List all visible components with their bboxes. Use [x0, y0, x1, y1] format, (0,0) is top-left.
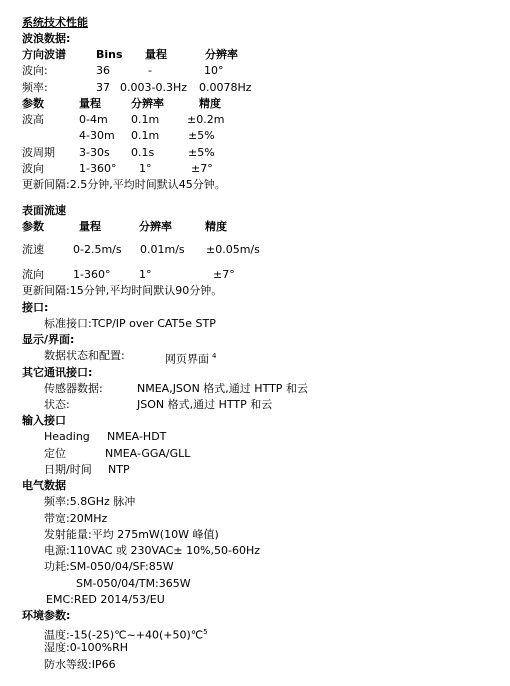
wave-r1-c2: 36 — [96, 64, 110, 77]
wave-r5-c1: 波周期 — [22, 146, 55, 159]
current-r1-c2: 0-2.5m/s — [73, 243, 122, 256]
current-r1-c4: ±0.05m/s — [206, 243, 260, 256]
current-h-c3: 分辨率 — [139, 220, 172, 233]
env-temperature — [44, 625, 208, 643]
display-value — [165, 349, 216, 367]
env-footnote: 5 — [203, 628, 208, 636]
env-heading: 环境参数: — [22, 609, 71, 622]
wave-h1-c2: Bins — [96, 48, 123, 61]
wave-h2-c3: 分辨率 — [131, 97, 164, 110]
current-h-c2: 量程 — [79, 220, 101, 233]
wave-r6-c4: ±7° — [191, 162, 213, 175]
wave-r1-c4: 10° — [204, 64, 224, 77]
electrical-consumption-1: 功耗:SM-050/04/SF:85W — [44, 560, 174, 573]
wave-h2-c1: 参数 — [22, 97, 44, 110]
wave-r2-c2: 37 — [96, 81, 110, 94]
current-h-c4: 精度 — [205, 220, 227, 233]
wave-h2-c4: 精度 — [199, 97, 221, 110]
wave-r2-c4: 0.0078Hz — [199, 81, 252, 94]
other-r1-label: 传感器数据: — [44, 382, 103, 395]
display-footnote: 4 — [212, 352, 217, 360]
wave-h1-c1: 方向波谱 — [22, 48, 66, 61]
electrical-frequency: 频率:5.8GHz 脉冲 — [44, 495, 136, 508]
current-r1-c1: 流速 — [22, 243, 44, 256]
input-r2-value: NMEA-GGA/GLL — [105, 447, 191, 460]
other-r2-label: 状态: — [44, 398, 70, 411]
wave-r4-c3: 0.1m — [131, 129, 160, 142]
current-r2-c1: 流向 — [22, 268, 44, 281]
wave-r3-c3: 0.1m — [131, 113, 160, 126]
wave-r6-c1: 波向 — [22, 162, 44, 175]
other-r1-value: NMEA,JSON 格式,通过 HTTP 和云 — [137, 382, 308, 395]
current-r1-c3: 0.01m/s — [140, 243, 185, 256]
electrical-power: 发射能量:平均 275mW(10W 峰值) — [44, 528, 219, 541]
env-ip-rating: 防水等级:IP66 — [44, 658, 116, 671]
other-r2-value: JSON 格式,通过 HTTP 和云 — [137, 398, 273, 411]
wave-r4-c4: ±5% — [188, 129, 215, 142]
wave-update-interval: 更新间隔:2.5分钟,平均时间默认45分钟。 — [22, 178, 226, 191]
wave-r3-c4: ±0.2m — [187, 113, 225, 126]
input-r1-value: NMEA-HDT — [107, 430, 167, 443]
wave-r6-c2: 1-360° — [79, 162, 117, 175]
current-update-interval: 更新间隔:15分钟,平均时间默认90分钟。 — [22, 284, 223, 297]
electrical-heading: 电气数据 — [22, 479, 66, 492]
wave-r1-c3: - — [148, 64, 152, 77]
current-r2-c4: ±7° — [213, 268, 235, 281]
env-humidity: 湿度:0-100%RH — [44, 641, 129, 654]
wave-h2-c2: 量程 — [79, 97, 101, 110]
other-comms-heading: 其它通讯接口: — [22, 366, 93, 379]
electrical-consumption-2: SM-050/04/TM:365W — [76, 577, 191, 590]
input-r3-label: 日期/时间 — [44, 463, 92, 476]
electrical-emc: EMC:RED 2014/53/EU — [46, 593, 165, 606]
input-r1-label: Heading — [44, 430, 90, 443]
electrical-bandwidth: 带宽:20MHz — [44, 512, 108, 525]
input-heading: 输入接口 — [22, 414, 66, 427]
wave-r4-c2: 4-30m — [79, 129, 115, 142]
display-heading: 显示/界面: — [22, 333, 75, 346]
wave-h1-c4: 分辨率 — [205, 48, 238, 61]
wave-r3-c2: 0-4m — [79, 113, 108, 126]
electrical-supply: 电源:110VAC 或 230VAC± 10%,50-60Hz — [44, 544, 261, 557]
wave-r3-c1: 波高 — [22, 113, 44, 126]
input-r2-label: 定位 — [44, 447, 66, 460]
wave-r2-c1: 频率: — [22, 81, 48, 94]
wave-r6-c3: 1° — [139, 162, 152, 175]
wave-r5-c4: ±5% — [188, 146, 215, 159]
input-r3-value: NTP — [108, 463, 130, 476]
current-h-c1: 参数 — [22, 220, 44, 233]
wave-h1-c3: 量程 — [145, 48, 167, 61]
doc-title: 系统技术性能 — [22, 16, 88, 29]
current-r2-c3: 1° — [139, 268, 152, 281]
interface-heading: 接口: — [22, 301, 49, 314]
wave-r5-c3: 0.1s — [131, 146, 155, 159]
current-heading: 表面流速 — [22, 204, 66, 217]
wave-r2-c3: 0.003-0.3Hz — [120, 81, 187, 94]
env-temperature-text: 温度:-15(-25)℃~+40(+50)℃ — [44, 628, 204, 642]
current-r2-c2: 1-360° — [73, 268, 111, 281]
wave-r5-c2: 3-30s — [79, 146, 110, 159]
wave-heading: 波浪数据: — [22, 32, 71, 45]
display-label: 数据状态和配置: — [44, 349, 125, 362]
display-value-text: 网页界面 — [165, 352, 209, 366]
interface-standard: 标准接口:TCP/IP over CAT5e STP — [44, 317, 216, 330]
wave-r1-c1: 波向: — [22, 64, 48, 77]
